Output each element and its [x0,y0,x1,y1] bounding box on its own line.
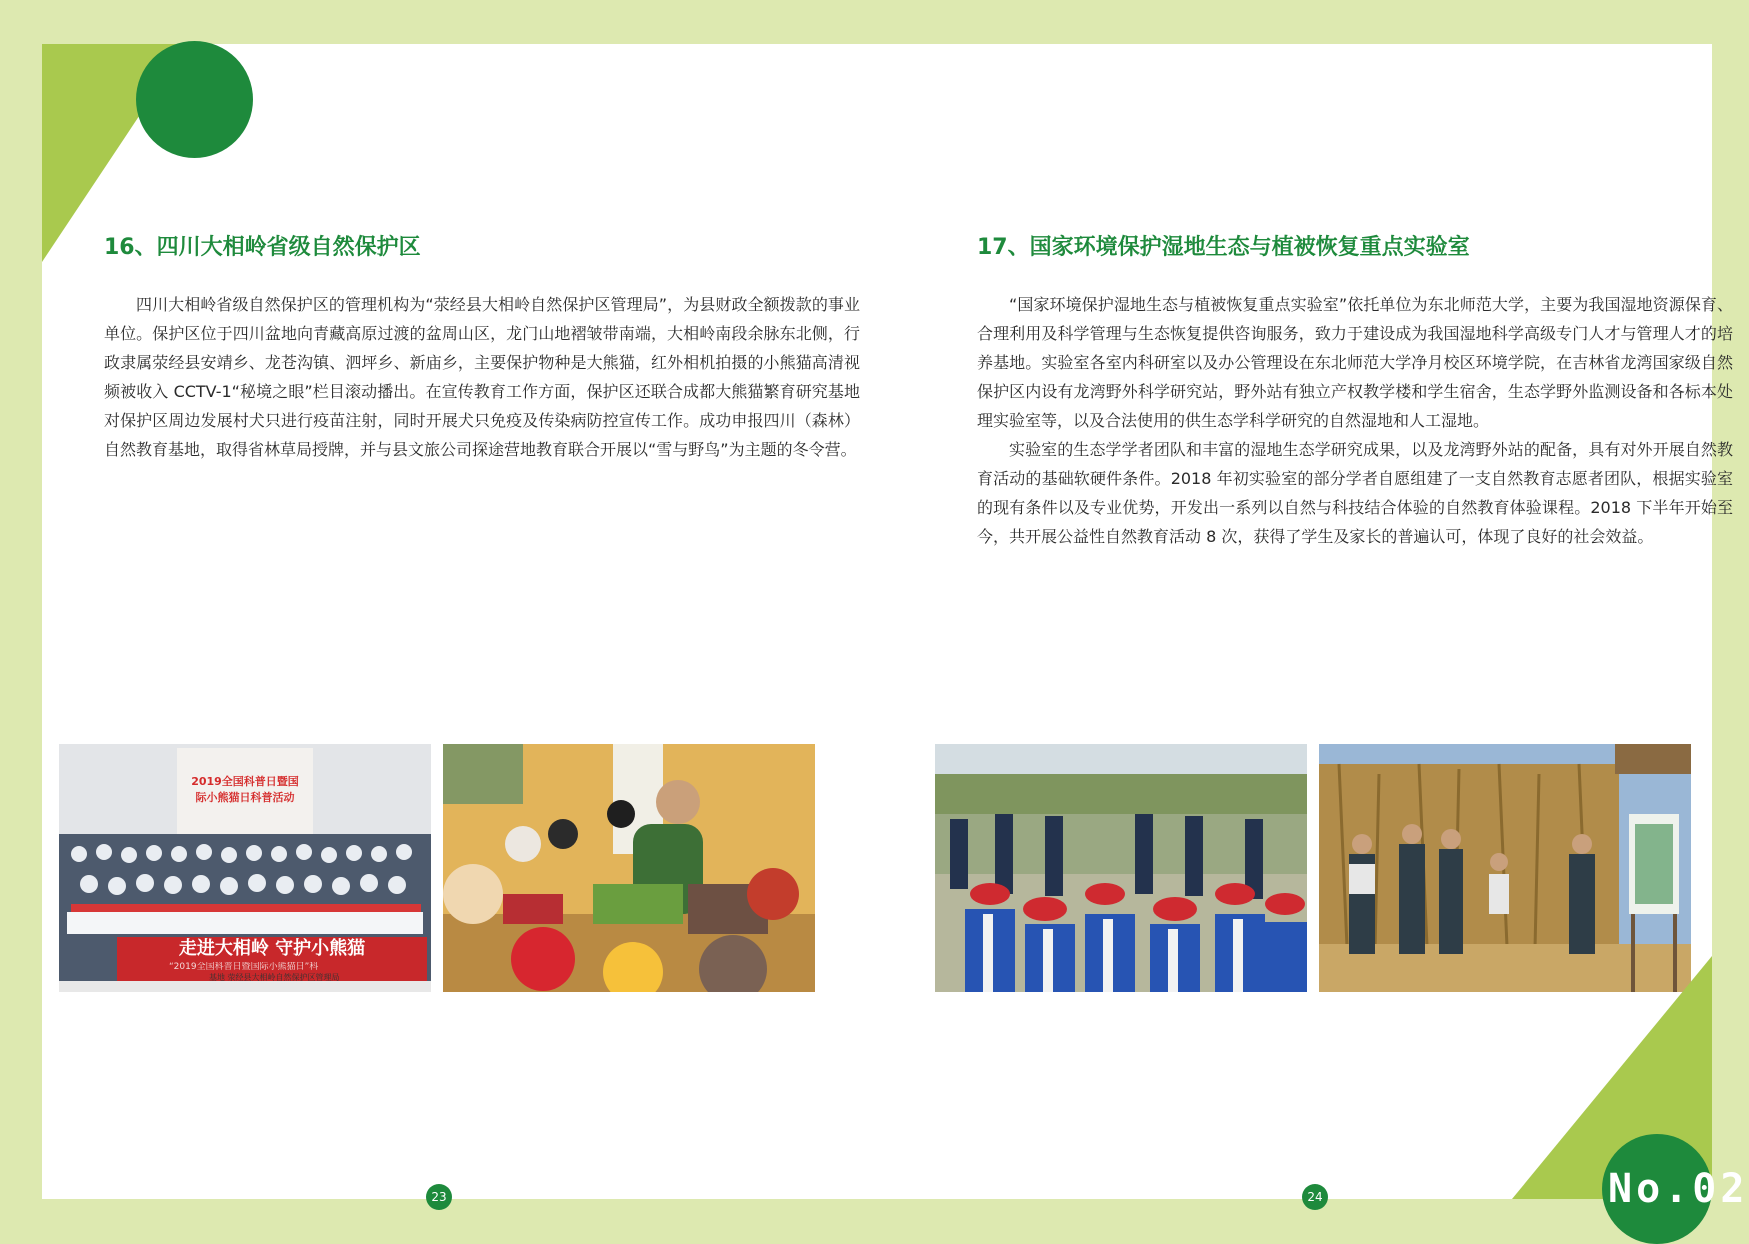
photo-panda-day-event [59,744,431,992]
left-column [104,234,860,464]
photo-screen-title: 2019全国科普日暨国际小熊猫日科普活动 [191,775,299,804]
photo-banner-org: 基地 荥经县大相岭自然保护区管理局 [209,973,340,982]
section-17-paragraph-2: 实验室的生态学学者团队和丰富的湿地生态学研究成果，以及龙湾野外站的配备，具有对外开展自然教育活动的基础软硬件条件。2018 年初实验室的部分学者自愿组建了一支自然教育志愿者团队，根据实验室的现有条件以及专业优势，开发出一系列以自然与科技结合体验的自然教育体验课程。2018 下半年开始至今，共开展公益性自然教育活动 8 次，获得了学生及家长的普遍认可，体现了良好的社会效益。 [977,440,1733,546]
photo-cornfield-fieldwork-image [1319,744,1691,992]
section-title-16: 16、四川大相岭省级自然保护区 [104,235,421,260]
photo-banner-subtext: “2019全国科普日暨国际小熊猫日”科 [169,962,319,972]
corner-circle-top-left [136,41,253,158]
section-title-17: 17、国家环境保护湿地生态与植被恢复重点实验室 [977,235,1470,260]
document-page [42,44,1749,1212]
right-column [977,234,1733,551]
photo-cornfield-fieldwork [1319,744,1691,992]
photo-banner-text: 走进大相岭 守护小熊猫 [178,938,366,959]
photo-children-indoor [443,744,815,992]
section-16-paragraph: 四川大相岭省级自然保护区的管理机构为“荥经县大相岭自然保护区管理局”，为县财政全额拨款的事业单位。保护区位于四川盆地向青藏高原过渡的盆周山区，龙门山地褶皱带南端，大相岭南段余脉东北侧，行政隶属荥经县安靖乡、龙苍沟镇、泗坪乡、新庙乡，主要保护物种是大熊猫，红外相机拍摄的小熊猫高清视频被收入 CCTV-1“秘境之眼”栏目滚动播出。在宣传教育工作方面，保护区还联合成都大熊猫繁育研究基地对保护区周边发展村犬只进行疫苗注射，同时开展犬只免疫及传染病防控宣传工作。成功申报四川（森林）自然教育基地，取得省林草局授牌，并与县文旅公司探途营地教育联合开展以“雪与野鸟”为主题的冬令营。 [104,295,860,459]
chapter-badge-text: No.02 [1608,1166,1749,1212]
section-17-paragraph-1: “国家环境保护湿地生态与植被恢复重点实验室”依托单位为东北师范大学，主要为我国湿地资源保育、合理利用及科学管理与生态恢复提供咨询服务，致力于建设成为我国湿地科学高级专门人才与管理人才的培养基地。实验室各室内科研室以及办公管理设在东北师范大学净月校区环境学院，在吉林省龙湾国家级自然保护区内设有龙湾野外科学研究站，野外站有独立产权教学楼和学生宿舍，生态学野外监测设备和各标本处理实验室等，以及合法使用的供生态学科学研究的自然湿地和人工湿地。 [977,295,1733,430]
photo-outdoor-students-image [935,744,1307,992]
photo-children-indoor-image [443,744,815,992]
photo-outdoor-students [935,744,1307,992]
page-number-24: 24 [1302,1184,1328,1210]
page-number-23: 23 [426,1184,452,1210]
